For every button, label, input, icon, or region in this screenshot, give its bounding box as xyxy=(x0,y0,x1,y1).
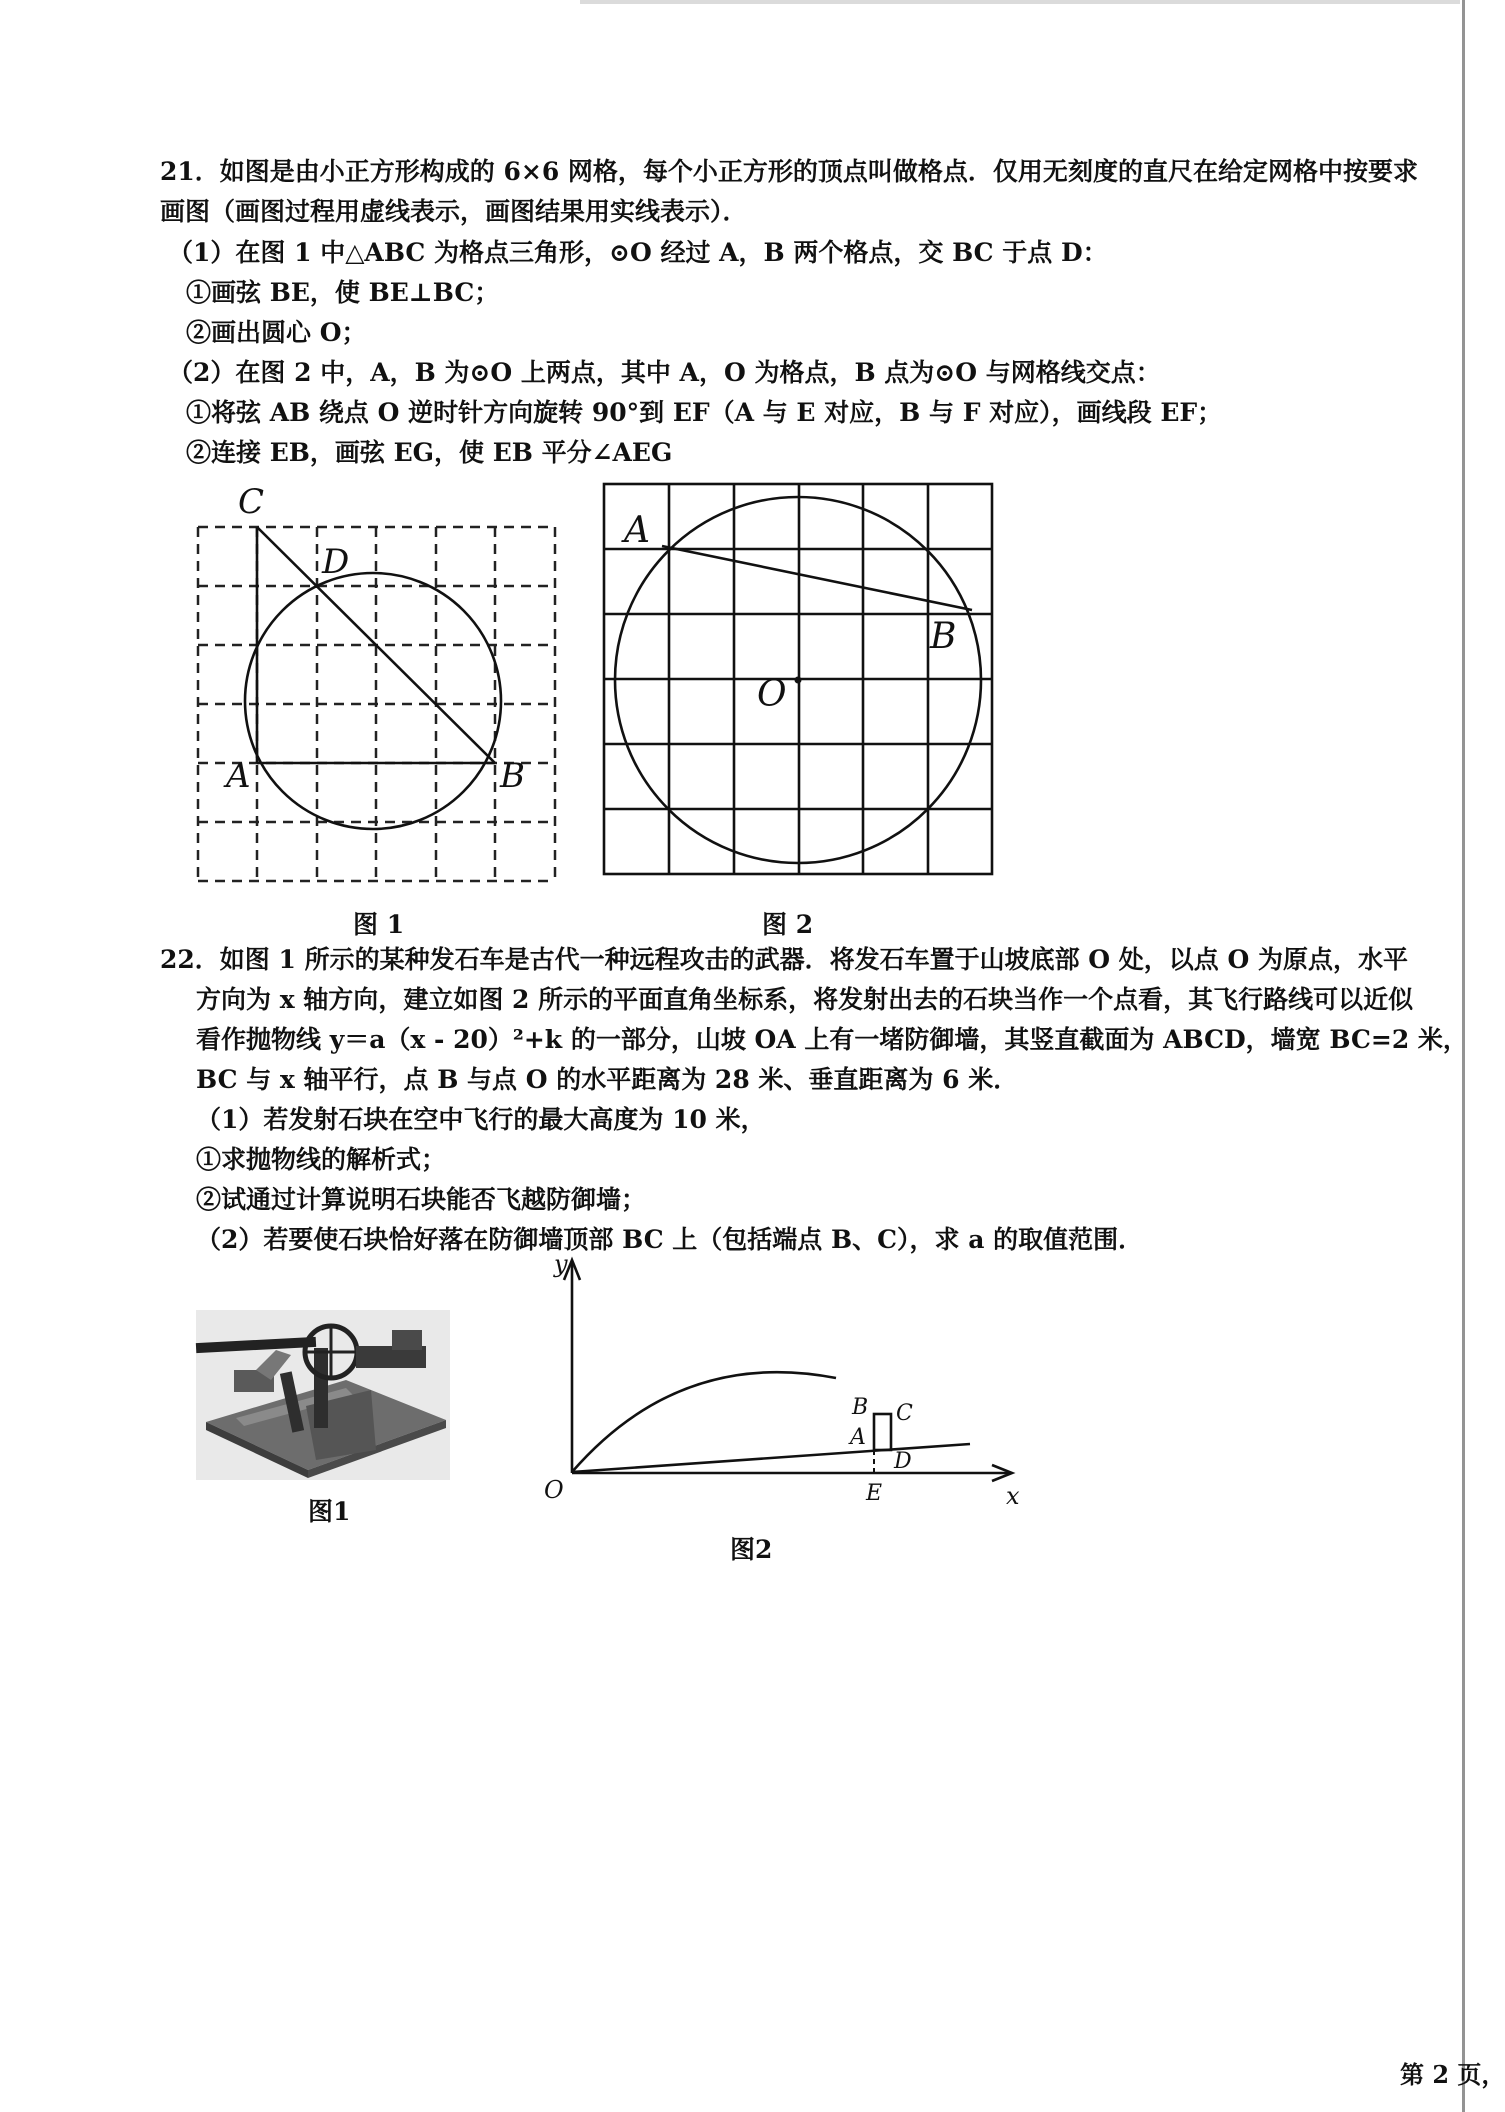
fig22-label-a: A xyxy=(850,1425,866,1450)
fig22-label-x: x xyxy=(1006,1482,1020,1510)
page-number: 第 2 页， xyxy=(1400,2060,1505,2089)
fig22-label-o: O xyxy=(544,1476,564,1504)
q22-part1b: ②试通过计算说明石块能否飞越防御墙； xyxy=(196,1185,647,1214)
fig22-label-b: B xyxy=(852,1395,869,1420)
fig1-label-b: B xyxy=(500,756,525,796)
q21-figure2 xyxy=(600,480,1000,880)
q22-figure2-caption: 图2 xyxy=(730,1535,773,1564)
fig1-label-d: D xyxy=(322,542,350,582)
q21-part1a: ①画弦 BE，使 BE⊥BC； xyxy=(186,278,500,307)
q22-figure2 xyxy=(540,1248,1050,1508)
q22-part1a: ①求抛物线的解析式； xyxy=(196,1145,447,1174)
fig1-label-c: C xyxy=(238,482,265,522)
q21-figure2-caption: 图 2 xyxy=(762,910,814,939)
q21-part2b: ②连接 EB，画弦 EG，使 EB 平分∠AEG xyxy=(186,438,673,467)
q22-stem-line1: 22．如图 1 所示的某种发石车是古代一种远程攻击的武器．将发石车置于山坡底部 O 处，以点 O 为原点，水平 xyxy=(160,945,1408,974)
q21-stem-line2: 画图（画图过程用虚线表示，画图结果用实线表示）． xyxy=(160,197,748,226)
q22-stem-line4: BC 与 x 轴平行，点 B 与点 O 的水平距离为 28 米、垂直距离为 6 米． xyxy=(196,1065,1019,1094)
scan-edge-top xyxy=(580,0,1460,4)
q21-stem-line1: 21．如图是由小正方形构成的 6×6 网格，每个小正方形的顶点叫做格点．仅用无刻度的直尺在给定网格中按要求 xyxy=(160,157,1418,186)
fig2-label-o: O xyxy=(757,674,787,715)
fig2-label-b: B xyxy=(930,616,957,657)
fig22-label-d: D xyxy=(894,1449,912,1474)
fig2-label-a: A xyxy=(624,510,650,551)
q21-part1b: ②画出圆心 O； xyxy=(186,318,367,347)
q22-stem-line2: 方向为 x 轴方向，建立如图 2 所示的平面直角坐标系，将发射出去的石块当作一个点看，其飞行路线可以近似 xyxy=(196,985,1414,1014)
q21-figure1 xyxy=(180,482,580,895)
fig22-label-e: E xyxy=(866,1481,883,1506)
fig1-label-a: A xyxy=(226,756,251,796)
fig22-label-y: y xyxy=(554,1250,568,1278)
q22-figure1-caption: 图1 xyxy=(308,1497,351,1526)
fig22-label-c: C xyxy=(896,1401,913,1426)
q21-part1: （1）在图 1 中△ABC 为格点三角形，⊙O 经过 A，B 两个格点，交 BC 于点 D： xyxy=(168,238,1108,267)
q21-figure1-caption: 图 1 xyxy=(353,910,405,939)
q21-part2a: ①将弦 AB 绕点 O 逆时针方向旋转 90°到 EF（A 与 E 对应，B 与 F 对应），画线段 EF； xyxy=(186,398,1223,427)
q22-part1: （1）若发射石块在空中飞行的最大高度为 10 米， xyxy=(196,1105,766,1134)
q22-stem-line3: 看作抛物线 y＝a（x - 20）²+k 的一部分，山坡 OA 上有一堵防御墙，其竖直截面为 ABCD，墙宽 BC=2 米， xyxy=(196,1025,1468,1054)
q21-part2: （2）在图 2 中，A，B 为⊙O 上两点，其中 A，O 为格点，B 点为⊙O 与网格线交点： xyxy=(168,358,1161,387)
trebuchet-photo xyxy=(196,1310,450,1480)
q22-part2: （2）若要使石块恰好落在防御墙顶部 BC 上（包括端点 B、C），求 a 的取值范围． xyxy=(196,1225,1144,1254)
